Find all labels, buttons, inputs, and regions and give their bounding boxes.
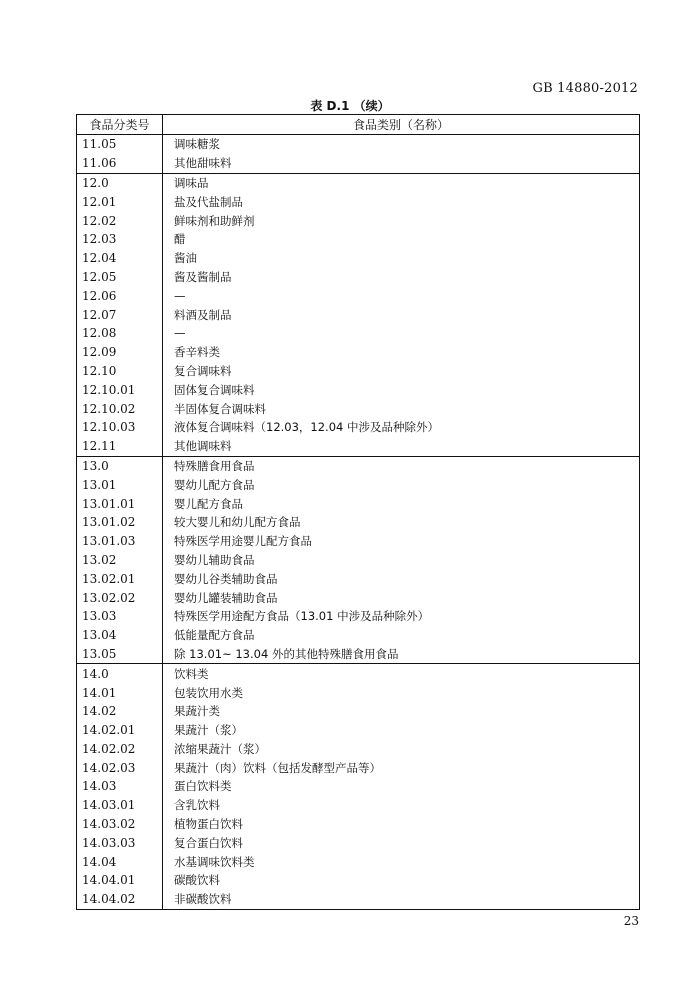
- table-row: [77, 475, 640, 494]
- category-name-cell: 浓缩果蔬汁（浆）: [174, 741, 266, 756]
- table-row: [77, 890, 640, 909]
- table-row: [77, 268, 640, 287]
- category-code-cell: 13.0: [77, 456, 163, 475]
- category-name-cell: 果蔬汁类: [174, 704, 220, 719]
- table-row: [77, 740, 640, 759]
- category-code-cell: 12.11: [77, 437, 163, 456]
- category-name-cell: 调味品: [163, 173, 640, 192]
- category-name-cell: 含乳饮料: [174, 798, 220, 813]
- category-code-cell: 14.01: [77, 683, 163, 702]
- category-code-cell: 14.0: [77, 664, 163, 683]
- category-code-cell: 12.0: [77, 173, 163, 192]
- category-code-cell: 14.03.01: [77, 796, 163, 815]
- category-code-cell: 12.01: [77, 192, 163, 211]
- table-row: [77, 683, 640, 702]
- table-row: [77, 418, 640, 437]
- category-code-cell: 13.01.01: [77, 494, 163, 513]
- category-name-cell: 特殊医学用途配方食品（13.01 中涉及品种除外）: [174, 609, 430, 624]
- category-name-cell: 婴幼儿辅助食品: [174, 552, 255, 567]
- table-row: [77, 833, 640, 852]
- table-row: [77, 721, 640, 740]
- table-row: [77, 211, 640, 230]
- category-code-cell: 14.03: [77, 777, 163, 796]
- category-name-cell: 复合蛋白饮料: [174, 835, 243, 850]
- table-row: [77, 249, 640, 268]
- table-caption: 表 D.1 （续）: [310, 99, 390, 113]
- category-name-cell: 料酒及制品: [174, 307, 232, 322]
- category-name-cell: 碳酸饮料: [174, 873, 220, 888]
- category-code-cell: 14.04.02: [77, 890, 163, 909]
- category-name-cell: 较大婴儿和幼儿配方食品: [174, 515, 301, 530]
- category-code-cell: 14.04.01: [77, 871, 163, 890]
- category-name-cell: 固体复合调味料: [174, 382, 255, 397]
- table-row: [77, 815, 640, 834]
- category-code-cell: 12.02: [77, 211, 163, 230]
- category-name-cell: 鲜味剂和助鲜剂: [174, 213, 255, 228]
- table-row: [77, 645, 640, 664]
- category-name-cell: 其他调味料: [174, 439, 232, 454]
- category-code-cell: 14.02: [77, 702, 163, 721]
- category-code-cell: 12.05: [77, 268, 163, 287]
- category-name-cell: 醋: [174, 232, 186, 247]
- category-name-cell: 盐及代盐制品: [174, 194, 243, 209]
- category-name-cell: 饮料类: [163, 664, 640, 683]
- table-row: [77, 437, 640, 456]
- table-row: [77, 494, 640, 513]
- category-code-cell: 13.01.02: [77, 513, 163, 532]
- food-category-table: [76, 114, 640, 910]
- category-code-cell: 12.08: [77, 324, 163, 343]
- table-header-row: [77, 115, 640, 135]
- table-row: [77, 343, 640, 362]
- table-row: [77, 513, 640, 532]
- category-code-cell: 13.05: [77, 645, 163, 664]
- category-code-cell: 14.03.03: [77, 833, 163, 852]
- table-row: [77, 135, 640, 154]
- category-name-cell: 特殊医学用途婴儿配方食品: [174, 534, 312, 549]
- category-name-cell: 包装饮用水类: [174, 685, 243, 700]
- table-row: [77, 796, 640, 815]
- category-code-cell: 12.09: [77, 343, 163, 362]
- category-code-cell: 13.02.02: [77, 588, 163, 607]
- table-row: [77, 399, 640, 418]
- category-name-cell: 婴幼儿罐装辅助食品: [174, 590, 278, 605]
- category-name-cell: —: [174, 288, 186, 303]
- column-header-code: 食品分类号: [77, 115, 163, 135]
- table-row: [77, 607, 640, 626]
- category-code-cell: 12.10.01: [77, 380, 163, 399]
- table-row: [77, 551, 640, 570]
- category-name-cell: 特殊膳食用食品: [163, 456, 640, 475]
- category-name-cell: 酱油: [174, 251, 197, 266]
- category-code-cell: 12.10: [77, 362, 163, 381]
- category-name-cell: 果蔬汁（肉）饮料（包括发酵型产品等）: [174, 760, 381, 775]
- category-name-cell: —: [174, 326, 186, 341]
- category-code-cell: 12.10.02: [77, 399, 163, 418]
- table-row: [77, 532, 640, 551]
- category-code-cell: 12.10.03: [77, 418, 163, 437]
- table-row: [77, 380, 640, 399]
- category-code-cell: 13.04: [77, 626, 163, 645]
- table-row: [77, 362, 640, 381]
- table-row: [77, 758, 640, 777]
- category-name-cell: 蛋白饮料类: [174, 779, 232, 794]
- table-row: [77, 456, 640, 475]
- category-name-cell: 除 13.01~ 13.04 外的其他特殊膳食用食品: [174, 646, 399, 661]
- table-row: [77, 702, 640, 721]
- category-code-cell: 14.04: [77, 852, 163, 871]
- category-code-cell: 13.01.03: [77, 532, 163, 551]
- category-code-cell: 12.06: [77, 286, 163, 305]
- category-name-cell: 其他甜味料: [174, 156, 232, 171]
- category-name-cell: 调味糖浆: [174, 137, 220, 152]
- category-name-cell: 香辛料类: [174, 345, 220, 360]
- standard-code: GB 14880-2012: [532, 81, 638, 96]
- table-row: [77, 230, 640, 249]
- category-name-cell: 半固体复合调味料: [174, 401, 266, 416]
- table-row: [77, 588, 640, 607]
- category-code-cell: 14.02.02: [77, 740, 163, 759]
- table-row: [77, 777, 640, 796]
- category-name-cell: 酱及酱制品: [174, 269, 232, 284]
- page-number: 23: [623, 914, 639, 928]
- table-row: [77, 305, 640, 324]
- table-body: [77, 135, 640, 910]
- category-code-cell: 14.03.02: [77, 815, 163, 834]
- table-row: [77, 324, 640, 343]
- table-row: [77, 569, 640, 588]
- category-code-cell: 14.02.01: [77, 721, 163, 740]
- category-code-cell: 13.01: [77, 475, 163, 494]
- category-name-cell: 婴儿配方食品: [174, 496, 243, 511]
- category-name-cell: 水基调味饮料类: [174, 854, 255, 869]
- table-row: [77, 192, 640, 211]
- category-name-cell: 婴幼儿配方食品: [174, 477, 255, 492]
- category-code-cell: 13.03: [77, 607, 163, 626]
- category-name-cell: 复合调味料: [174, 363, 232, 378]
- category-code-cell: 12.03: [77, 230, 163, 249]
- table-row: [77, 626, 640, 645]
- category-name-cell: 果蔬汁（浆）: [174, 723, 243, 738]
- table-row: [77, 852, 640, 871]
- category-code-cell: 12.07: [77, 305, 163, 324]
- table-row: [77, 154, 640, 173]
- category-code-cell: 13.02: [77, 551, 163, 570]
- category-name-cell: 婴幼儿谷类辅助食品: [174, 571, 278, 586]
- category-code-cell: 11.06: [77, 154, 163, 173]
- category-code-cell: 11.05: [77, 135, 163, 154]
- category-name-cell: 液体复合调味料（12.03，12.04 中涉及品种除外）: [174, 420, 439, 435]
- column-header-name: 食品类别（名称）: [163, 115, 640, 135]
- category-code-cell: 14.02.03: [77, 758, 163, 777]
- category-name-cell: 非碳酸饮料: [163, 890, 640, 909]
- category-name-cell: 植物蛋白饮料: [174, 817, 243, 832]
- table-row: [77, 173, 640, 192]
- category-code-cell: 12.04: [77, 249, 163, 268]
- table-row: [77, 871, 640, 890]
- table-row: [77, 286, 640, 305]
- category-name-cell: 低能量配方食品: [174, 628, 255, 643]
- table-row: [77, 664, 640, 683]
- category-code-cell: 13.02.01: [77, 569, 163, 588]
